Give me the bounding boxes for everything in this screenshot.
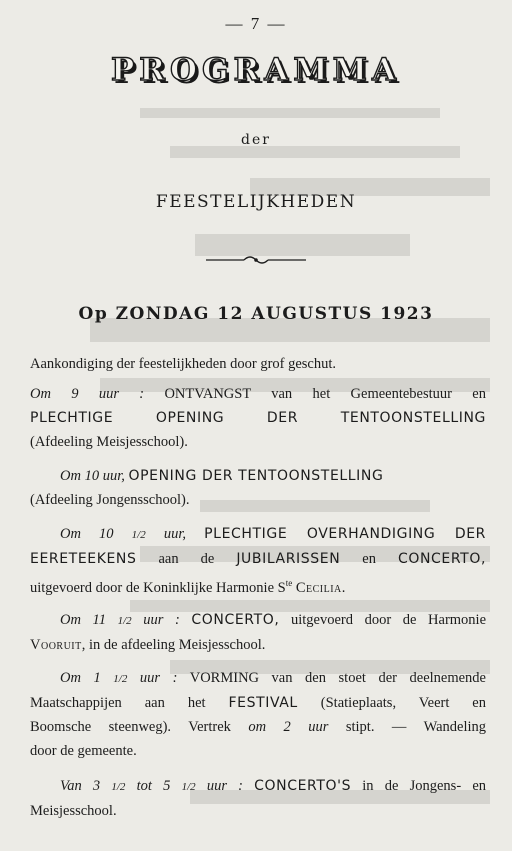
item-line: (Statieplaats, Veert en	[320, 695, 486, 711]
item-line: OPENING DER TENTOONSTELLING	[128, 468, 384, 484]
date-heading: Op ZONDAG 12 AUGUSTUS 1923	[78, 304, 434, 324]
item-fraction: 1/2	[131, 529, 146, 541]
item-fraction: 1/2	[181, 781, 196, 793]
item-line: Maatschappijen aan het	[30, 695, 206, 711]
item-line: (Afdeeling Jongensschool).	[30, 492, 190, 508]
item-line: VORMING van den stoet der deelnemende	[189, 670, 486, 686]
item-line: uitgevoerd door de Koninklijke Harmonie S	[30, 579, 286, 596]
item-superscript: te	[285, 578, 293, 588]
item-time-unit: uur :	[206, 778, 243, 794]
item-time: Om 10	[60, 526, 114, 542]
item-line: om 2 uur	[248, 719, 329, 735]
item-line: en	[362, 551, 376, 567]
item-time: Om 10 uur,	[60, 468, 125, 484]
item-time: Van 3	[60, 778, 101, 794]
item-line: stipt. — Wandeling	[345, 719, 487, 735]
program-item-om-10-half	[30, 522, 486, 600]
program-item-om-10	[30, 464, 486, 512]
subtitle-der: der	[241, 132, 271, 148]
item-time: Om 1	[60, 670, 101, 686]
item-fraction: 1/2	[117, 615, 132, 627]
item-line: CONCERTO'S	[254, 778, 352, 794]
item-line: door de gemeente.	[30, 743, 137, 759]
item-time-unit: uur :	[143, 612, 180, 628]
program-item-om-1-half	[30, 666, 486, 763]
section-heading: FEESTELIJKHEDEN	[155, 192, 357, 212]
page-title: PROGRAMMA	[110, 52, 402, 88]
item-fraction: 1/2	[111, 781, 126, 793]
item-time-unit: uur,	[163, 526, 187, 542]
item-time-mid: tot 5	[136, 778, 171, 794]
item-line: ONTVANGST van het Gemeentebestuur en	[164, 386, 486, 402]
item-time: Om 9 uur :	[30, 386, 145, 402]
program-item-van-3-half	[30, 774, 486, 823]
item-line: aan de	[158, 551, 215, 567]
item-fraction: 1/2	[113, 673, 128, 685]
item-line: CONCERTO,	[191, 612, 280, 628]
program-item-aankondiging	[30, 352, 486, 376]
item-line: uitgevoerd door de Harmonie	[291, 612, 487, 628]
item-time-unit: uur :	[139, 670, 178, 686]
item-line: in de Jongens- en	[362, 778, 487, 794]
item-line: (Afdeeling Meisjesschool).	[30, 434, 188, 450]
item-line: , in de afdeeling Meisjesschool.	[81, 637, 266, 653]
item-line: FESTIVAL	[228, 695, 298, 711]
item-line: PLECHTIGE OPENING DER TENTOONSTELLING	[30, 410, 486, 426]
program-item-om-11-half	[30, 608, 486, 657]
item-text: Aankondiging der feestelijkheden door grof geschut.	[30, 356, 337, 372]
item-line: Meisjesschool.	[30, 803, 117, 819]
item-time: Om 11	[60, 612, 106, 628]
item-line: Cecilia.	[295, 579, 346, 596]
page-number: — 7 —	[225, 14, 287, 33]
program-item-om-9	[30, 382, 486, 454]
item-line: CONCERTO,	[397, 551, 486, 567]
item-line: Vooruit	[30, 637, 82, 653]
item-line: JUBILARISSEN	[236, 551, 341, 567]
item-line: EERETEEKENS	[30, 551, 137, 567]
ornament-divider-icon	[206, 252, 306, 268]
item-line: Boomsche steenweg). Vertrek	[30, 719, 231, 735]
item-line: PLECHTIGE OVERHANDIGING DER	[204, 526, 487, 542]
